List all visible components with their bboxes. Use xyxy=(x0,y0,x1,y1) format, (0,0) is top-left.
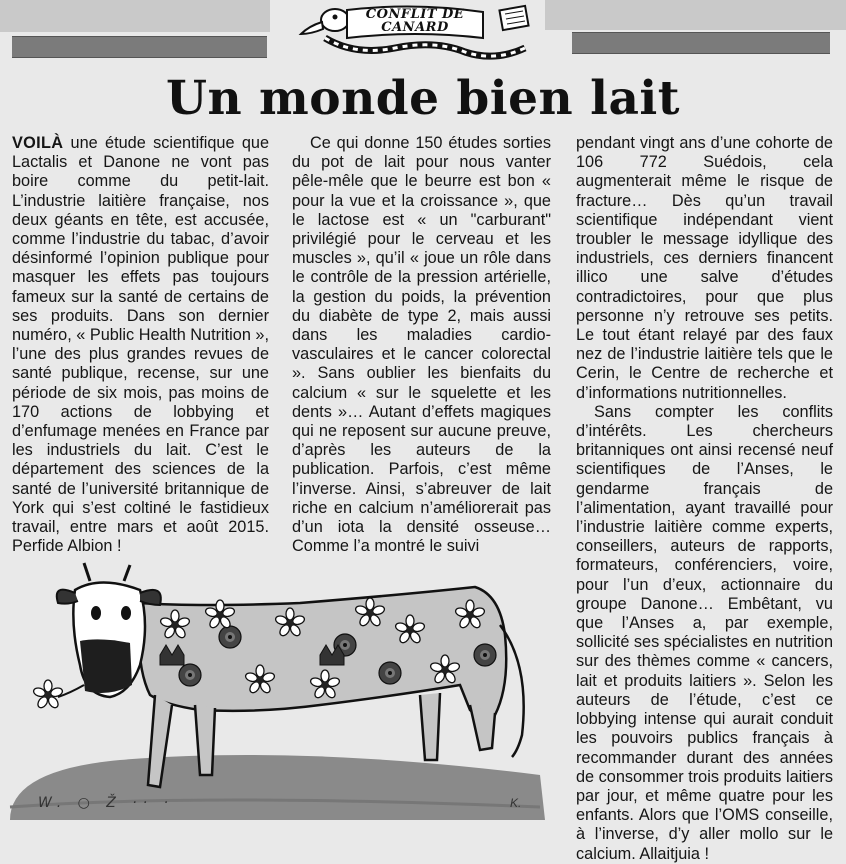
neighbor-article-left xyxy=(0,0,270,32)
column-2-paragraph: Ce qui donne 150 études sorties du pot de lait pour nous vanter pêle-mêle que le beurre est bon « pour la vue et la croissance », que le lactose est « un "carburant" privilégié pour le cerveau et les muscles », qu’il « joue un rôle dans le contrôle de la pression artérielle, la gestion du poids, la prévention du diabète de type 2, mais aussi dans les maladies cardio-vasculaires et le cancer colorectal ». Sans oublier les bienfaits du calcium « sur le squelette et les dents »… Autant d’effets magiques qui ne reposent sur aucune preuve, d’après les auteurs de la publication. Parfois, c’est même l’inverse. Ainsi, s’abreuver de lait riche en calcium n’améliorerait pas d’un iota la densité osseuse… Comme l’a montré le suivi xyxy=(292,134,551,556)
headline: Un monde bien lait xyxy=(166,71,680,126)
article-column-2 xyxy=(292,134,551,556)
neighbor-article-right xyxy=(545,0,846,30)
column-1-paragraph xyxy=(12,134,269,556)
rubric-line-1: CONFLIT DE xyxy=(365,7,465,22)
column-1-text: une étude scientifique que Lactalis et Danone ne vont pas boire comme du petit-lait. L’industrie laitière française, nos deux géants en tête, est accusée, comme l’industrie du tabac, d’avoir désinformé l’opinion publique pour masquer les effets pas toujours fameux sur la santé de certains de ses produits. Dans son dernier numéro, « Public Health Nutrition », l’une des plus grandes revues de santé publique, recense, sur une période de six mois, pas moins de 170 actions de lobbying et d’enfumage menées en France par les industriels du lait. C’est le département des sciences de la santé de l’université britannique de York qui s’est coltiné le fastidieux travail, entre mars et août 2015. Perfide Albion ! xyxy=(12,134,270,556)
rubric-logo xyxy=(295,4,540,64)
article-column-1 xyxy=(12,134,269,556)
column-3-paragraph-1: pendant vingt ans d’une cohorte de 106 772 Suédois, cela augmenterait même le risque de fracture… Dès qu’un travail scientifique indépendant vient troubler le message idyllique des industriels, ces derniers financent illico une salve d’études contradictoires, pour que plus personne n’y retrouve ses petits. Le tout étant relayé par des faux nez de l’industrie laitière tels que le Cerin, le Centre de recherche et d’informations nutritionnelles. xyxy=(576,134,833,402)
rubric-line-2: CANARD xyxy=(381,20,449,35)
illustrator-signature: W. ○ Ž ·· · xyxy=(38,795,175,811)
header-bar-right xyxy=(572,32,830,54)
cow-illustration xyxy=(0,545,560,820)
illustrator-mark: K. xyxy=(510,796,522,810)
cow-icon xyxy=(0,545,560,820)
lead-word: VOILÀ xyxy=(12,134,64,152)
column-3-paragraph-2: Sans compter les conflits d’intérêts. Les chercheurs britanniques ont ainsi recensé neuf scientifiques de l’Anses, le gendarme français de l’alimentation, ayant travaillé pour l’industrie laitière comme experts, conseillers, auteurs de rapports, formateurs, conférenciers, voire, pour l’un d’eux, actionnaire du groupe Danone… Embêtant, vu que l’Anses a, par exemple, sollicité ses spécialistes en nutrition sur des thèmes comme « cancers, lait et produits laitiers ». Selon les auteurs de l’étude, c’est ce lobbying intense qui aurait conduit les pouvoirs publics français à recommander durant des années de consommer trois produits laitiers par jour, et même quatre pour les enfants. Alors que l’OMS conseille, à l’inverse, d’y aller mollo sur le calcium. Allaitjuia ! xyxy=(576,402,834,863)
rubric-title xyxy=(355,8,475,34)
header-bar-left xyxy=(12,36,267,58)
article-column-3 xyxy=(576,134,833,864)
